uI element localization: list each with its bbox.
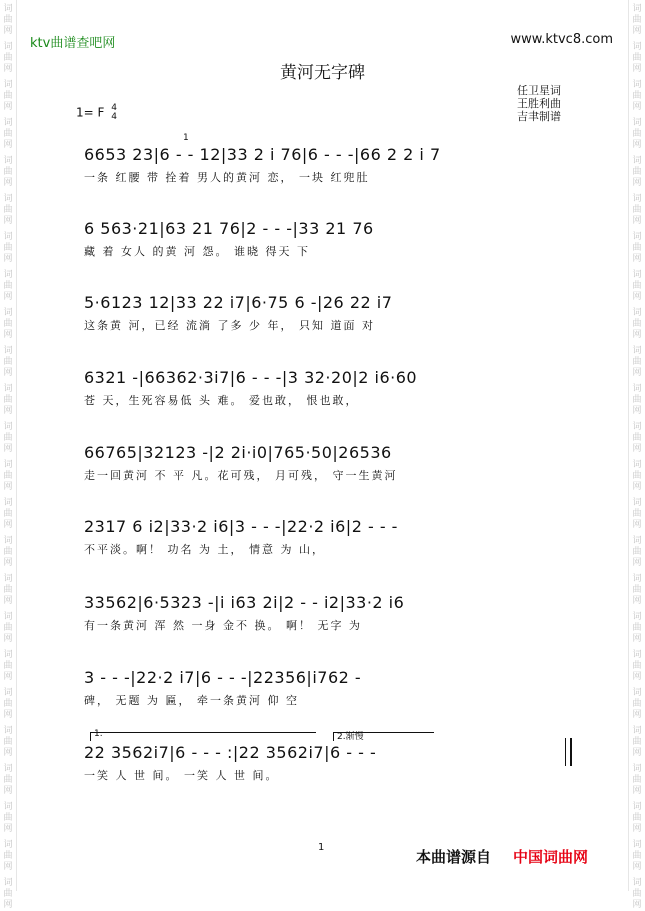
- page-number: 1: [318, 842, 325, 853]
- lyrics-line-9: 一笑 人 世 间。 一笑 人 世 间。: [84, 769, 279, 782]
- lyrics-line-4: 苍 天，生死容易低 头 难。 爱也敢， 恨也敢，: [84, 394, 359, 407]
- credits: [517, 84, 561, 123]
- watermark-glyph-stack: 词 曲 网: [3, 156, 13, 188]
- watermark-glyph-stack: 词 曲 网: [3, 688, 13, 720]
- watermark-glyph-stack: 词 曲 网: [3, 574, 13, 606]
- watermark-glyph-stack: 词 曲 网: [3, 118, 13, 150]
- watermark-glyph-stack: 词 曲 网: [3, 384, 13, 416]
- watermark-glyph-stack: 词 曲 网: [632, 384, 642, 416]
- watermark-glyph-stack: 词 曲 网: [632, 232, 642, 264]
- watermark-glyph-stack: 词 曲 网: [632, 802, 642, 834]
- watermark-glyph-stack: 词 曲 网: [3, 764, 13, 796]
- watermark-glyph-stack: 词 曲 网: [632, 498, 642, 530]
- watermark-glyph-stack: 词 曲 网: [632, 156, 642, 188]
- composer: 王胜利曲: [517, 97, 561, 110]
- watermark-glyph-stack: 词 曲 网: [632, 42, 642, 74]
- lyrics-line-7: 有一条黄河 浑 然 一身 金不 换。 啊！ 无字 为: [84, 619, 362, 632]
- watermark-glyph-stack: 词 曲 网: [632, 574, 642, 606]
- watermark-glyph-stack: 词 曲 网: [632, 650, 642, 682]
- notes-line-8: 3 - - -|22·2 i7|6 - - -|22356|i762 -: [84, 668, 362, 687]
- arranger: 吉聿制谱: [517, 110, 561, 123]
- watermark-glyph-stack: 词 曲 网: [632, 612, 642, 644]
- notes-line-2: 6 563·21|63 21 76|2 - - -|33 21 76: [84, 219, 374, 238]
- watermark-glyph-stack: 词 曲 网: [632, 536, 642, 568]
- watermark-glyph-stack: 词 曲 网: [3, 726, 13, 758]
- watermark-glyph-stack: 词 曲 网: [632, 4, 642, 36]
- site-name[interactable]: ktv曲谱查吧网: [30, 36, 116, 51]
- second-ending-label: 2.渐慢: [337, 732, 364, 742]
- watermark-glyph-stack: 词 曲 网: [3, 4, 13, 36]
- watermark-glyph-stack: 词 曲 网: [3, 498, 13, 530]
- watermark-glyph-stack: 词 曲 网: [3, 878, 13, 910]
- song-title: 黄河无字碑: [280, 63, 365, 83]
- source-brand[interactable]: 中国词曲网: [513, 848, 589, 866]
- watermark-glyph-stack: 词 曲 网: [3, 308, 13, 340]
- time-bottom: 4: [111, 112, 117, 122]
- watermark-glyph-stack: 词 曲 网: [3, 650, 13, 682]
- lyrics-line-3: 这条黄 河，已经 流淌 了多 少 年， 只知 道面 对: [84, 319, 375, 332]
- watermark-glyph-stack: 词 曲 网: [632, 80, 642, 112]
- watermark-glyph-stack: 词 曲 网: [632, 688, 642, 720]
- watermark-glyph-stack: 词 曲 网: [3, 612, 13, 644]
- final-barline: [565, 738, 572, 766]
- watermark-glyph-stack: 词 曲 网: [632, 194, 642, 226]
- watermark-glyph-stack: 词 曲 网: [3, 460, 13, 492]
- watermark-glyph-stack: 词 曲 网: [632, 460, 642, 492]
- watermark-glyph-stack: 词 曲 网: [3, 422, 13, 454]
- watermark-glyph-stack: 词 曲 网: [3, 42, 13, 74]
- lyrics-line-2: 藏 着 女人 的黄 河 怨。 谁晓 得天 下: [84, 245, 310, 258]
- source-label: 本曲谱源自: [416, 848, 492, 866]
- lyrics-line-1: 一条 红腰 带 拴着 男人的黄河 恋， 一块 红兜肚: [84, 171, 370, 184]
- time-signature: [111, 104, 117, 122]
- lyrics-line-5: 走一回黄河 不 平 凡。花可残， 月可残， 守一生黄河: [84, 469, 398, 482]
- key: 1= F: [76, 105, 105, 120]
- notes-line-4: 6321 -|66362·3i7|6 - - -|3 32·20|2 i6·60: [84, 368, 418, 387]
- watermark-glyph-stack: 词 曲 网: [632, 308, 642, 340]
- key-signature: [76, 104, 117, 122]
- watermark-glyph-stack: 词 曲 网: [632, 270, 642, 302]
- watermark-glyph-stack: 词 曲 网: [3, 80, 13, 112]
- source-credit: [416, 846, 588, 867]
- watermark-glyph-stack: 词 曲 网: [632, 118, 642, 150]
- notes-line-3: 5·6123 12|33 22 i7|6·75 6 -|26 22 i7: [84, 293, 393, 312]
- lyricist: 任卫星词: [517, 84, 561, 97]
- watermark-glyph-stack: 词 曲 网: [632, 726, 642, 758]
- notes-line-7: 33562|6·5323 -|i i63 2i|2 - - i2|33·2 i6: [84, 593, 405, 612]
- notes-line-5: 66765|32123 -|2 2i·i0|765·50|26536: [84, 443, 392, 462]
- watermark-glyph-stack: 词 曲 网: [3, 270, 13, 302]
- lyrics-line-8: 碑， 无题 为 匾， 牵一条黄河 仰 空: [84, 694, 299, 707]
- watermark-glyph-stack: 词 曲 网: [632, 346, 642, 378]
- watermark-glyph-stack: 词 曲 网: [3, 194, 13, 226]
- watermark-glyph-stack: 词 曲 网: [632, 840, 642, 872]
- watermark-glyph-stack: 词 曲 网: [632, 764, 642, 796]
- site-url[interactable]: www.ktvc8.com: [510, 32, 613, 47]
- left-margin-watermark: [0, 0, 17, 910]
- first-ending-bracket: [90, 732, 316, 741]
- notes-line-6: 2317 6 i2|33·2 i6|3 - - -|22·2 i6|2 - - -: [84, 517, 398, 536]
- notes-line-9: 22 3562i7|6 - - - :|22 3562i7|6 - - -: [84, 743, 377, 762]
- watermark-glyph-stack: 词 曲 网: [3, 802, 13, 834]
- watermark-glyph-stack: 词 曲 网: [632, 422, 642, 454]
- first-ending-label: 1.: [94, 729, 103, 739]
- first-bar-ending: 1: [183, 133, 189, 143]
- lyrics-line-6: 不平淡。啊！ 功名 为 土， 情意 为 山，: [84, 543, 325, 556]
- watermark-glyph-stack: 词 曲 网: [632, 878, 642, 910]
- notes-line-1: 6653 23|6 - - 12|33 2 i 76|6 - - -|66 2 2 i 7: [84, 145, 441, 164]
- watermark-glyph-stack: 词 曲 网: [3, 232, 13, 264]
- time-top: 4: [111, 103, 117, 113]
- watermark-glyph-stack: 词 曲 网: [3, 346, 13, 378]
- watermark-glyph-stack: 词 曲 网: [3, 840, 13, 872]
- watermark-glyph-stack: 词 曲 网: [3, 536, 13, 568]
- right-margin-watermark: [628, 0, 645, 910]
